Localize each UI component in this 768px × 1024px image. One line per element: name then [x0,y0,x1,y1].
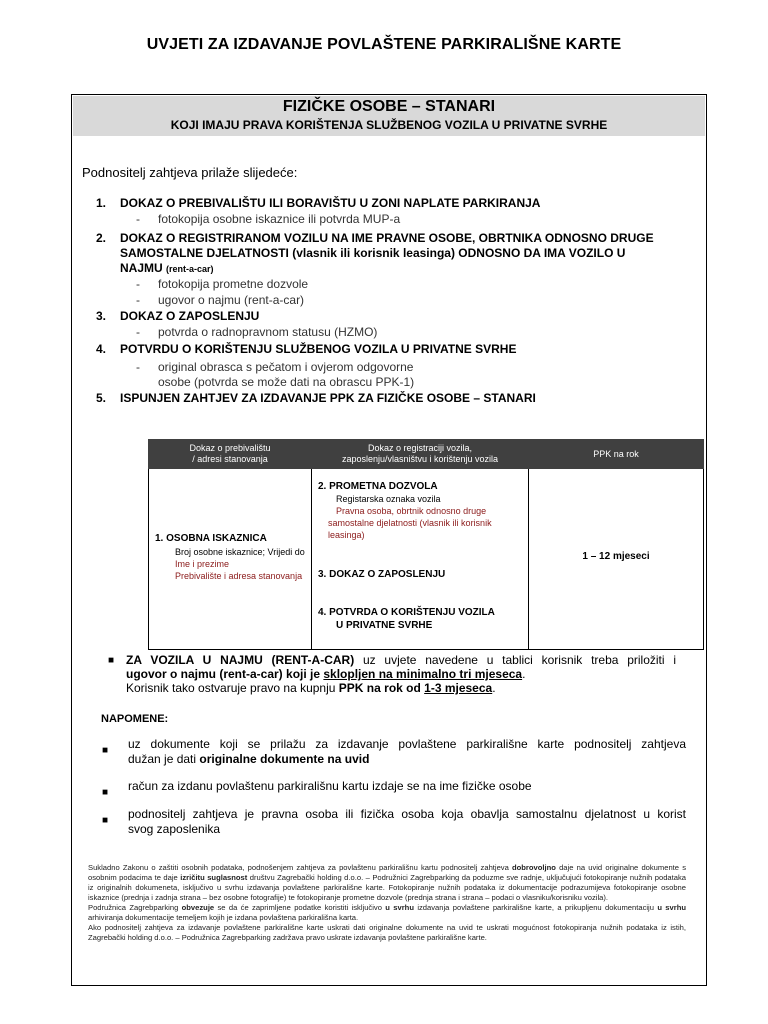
bullet-icon: ■ [102,787,109,798]
requirement-4-sub: - original obrasca s pečatom i ovjerom odgovorne [136,360,414,374]
prometna-detail: samostalne djelatnosti (vlasnik ili korisnik [328,518,492,528]
requirement-text: ISPUNJEN ZAHTJEV ZA IZDAVANJE PPK ZA FIZIČKE OSOBE – STANARI [120,391,536,405]
bullet-icon: ■ [102,815,109,826]
osobna-detail: Ime i prezime [175,559,230,569]
table-cell-registracija [312,469,529,650]
page-title: UVJETI ZA IZDAVANJE POVLAŠTENE PARKIRALIŠNE KARTE [146,36,622,53]
requirement-number: 5. [96,391,107,405]
table-header-registracija: Dokaz o registraciji vozila, zaposlenju/vlasništvu i korištenju vozila [312,440,529,469]
requirement-number: 2. [96,231,107,245]
legal-paragraph: Sukladno Zakonu o zaštiti osobnih podataka, podnošenjem zahtjeva za povlaštenu parkirališnu kartu podnositelj zahtjeva dobrovoljno daje na uvid originalne dokumente s osobnim podacima te daje izričitu suglasnost društvu Zagrebački holding d.o.o. – Podružnici Zagrebparking da poduzme sve radnje, uključujući fotokopiranje nužnih podataka iz originalnih dokumeneta, isključivo u svrhu izdavanja povlaštene parkirališne karte. Fotokopiranje nužnih podataka iz dokumentacije podrazumijeva fotokopiranje osobne iskaznice (prednja i zadnja strana – bez osobne fotografije) te fotokopiranje prometne dozvole (prednja strana i strana – podaci o vlasniku/korisniku vozila). [88,863,686,902]
requirement-number: 3. [96,309,107,323]
requirement-2 [96,231,654,245]
osobna-detail: Prebivalište i adresa stanovanja [175,571,303,581]
section-subtitle: KOJI IMAJU PRAVA KORIŠTENJA SLUŽBENOG VOZILA U PRIVATNE SVRHE [170,118,608,132]
dokaz-zaposlenju-title: 3. DOKAZ O ZAPOSLENJU [318,569,446,580]
osobna-iskaznica-title: 1. OSOBNA ISKAZNICA [155,533,267,544]
ppk-rok-value: 1 – 12 mjeseci [582,551,650,562]
bullet-icon: ■ [108,655,115,666]
requirement-4 [96,342,516,356]
bullet-icon: ■ [102,745,109,756]
note-item: ■ podnositelj zahtjeva je pravna osoba ili fizička osoba koja obavlja samostalnu djelatnost u korist svog zaposlenika [102,807,686,836]
ppk-table [148,439,704,650]
legal-paragraph: Podružnica Zagrebparking obvezuje se da će zaprimljene podatke koristiti isključivo u svrhu izdavanja povlaštene parkirališne karte, a prikupljenu dokumentaciju u svrhu arhiviranja dokumentacije temeljem kojih je izdana povlaštena parkirališna karta. [88,903,686,922]
note-item: ■ uz dokumente koji se prilažu za izdavanje povlaštene parkirališne karte podnositelj zahtjeva dužan je dati originalne dokumente na uvid [102,737,686,766]
table-header-prebivaliste: Dokaz o prebivalištu / adresi stanovanja [149,440,312,469]
section-header [73,96,705,136]
requirement-1-sub: - fotokopija osobne iskaznice ili potvrda MUP-a [136,212,401,226]
requirement-2-line3: NAJMU (rent-a-car) [120,261,214,275]
prometna-detail: leasinga) [328,530,365,540]
intro-text: Podnositelj zahtjeva prilaže slijedeće: [82,165,298,180]
section-title: FIZIČKE OSOBE – STANARI [282,98,496,115]
requirement-text: POTVRDU O KORIŠTENJU SLUŽBENOG VOZILA U PRIVATNE SVRHE [120,342,517,356]
requirement-2-sub: - fotokopija prometne dozvole [136,277,309,291]
notes-title: NAPOMENE: [101,713,169,725]
prometna-dozvola-title: 2. PROMETNA DOZVOLA [318,481,438,492]
form-frame [71,94,707,986]
requirement-2-sub: - ugovor o najmu (rent-a-car) [136,293,305,307]
requirement-text: DOKAZ O REGISTRIRANOM VOZILU NA IME PRAVNE OSOBE, OBRTNIKA ODNOSNO DRUGE [120,231,654,245]
potvrda-koristenju-cont: U PRIVATNE SVRHE [336,620,433,631]
osobna-detail: Broj osobne iskaznice; Vrijedi do [175,547,305,557]
requirement-number: 4. [96,342,107,356]
table-cell-prebivaliste [149,469,312,650]
legal-paragraph: Ako podnositelj zahtjeva za izdavanje povlaštene parkirališne karte uskrati dati originalne dokumente na uvid te uskrati mogućnost fotokopiranja nužnih podataka iz istih, Zagrebački holding d.o.o. – Podružnica Zagrebparking zadržava pravo uskrate izdavanja povlaštene parkirališne karte. [88,923,686,942]
prometna-detail: Pravna osoba, obrtnik odnosno druge [336,506,487,516]
prometna-detail: Registarska oznaka vozila [336,494,441,504]
table-cell-ppk-rok [529,469,704,650]
requirement-2-line2: SAMOSTALNE DJELATNOSTI (vlasnik ili korisnik leasinga) ODNOSNO DA IMA VOZILO U [120,246,626,260]
requirement-text: DOKAZ O PREBIVALIŠTU ILI BORAVIŠTU U ZONI NAPLATE PARKIRANJA [120,196,541,210]
requirement-1 [96,196,540,210]
legal-notice [88,863,686,943]
requirement-5 [96,391,536,405]
requirement-text: DOKAZ O ZAPOSLENJU [120,309,260,323]
requirement-number: 1. [96,196,107,210]
rent-a-car-note: ■ ZA VOZILA U NAJMU (RENT-A-CAR) uz uvjete navedene u tablici korisnik treba priložiti i ugovor o najmu (rent-a-car) koji je sklopljen na minimalno tri mjeseca. Korisnik tako ostvaruje pravo na kupnju PPK na rok od 1-3 mjeseca. [108,653,676,695]
note-item: ■ račun za izdanu povlaštenu parkirališnu kartu izdaje se na ime fizičke osobe [102,779,532,798]
requirement-3-sub: - potvrda o radnopravnom statusu (HZMO) [136,325,378,339]
table-header-ppk-rok: PPK na rok [529,440,704,469]
requirement-3 [96,309,259,323]
requirement-4-sub-cont: osobe (potvrda se može dati na obrascu PPK-1) [158,375,415,389]
potvrda-koristenju-title: 4. POTVRDA O KORIŠTENJU VOZILA [318,607,495,618]
